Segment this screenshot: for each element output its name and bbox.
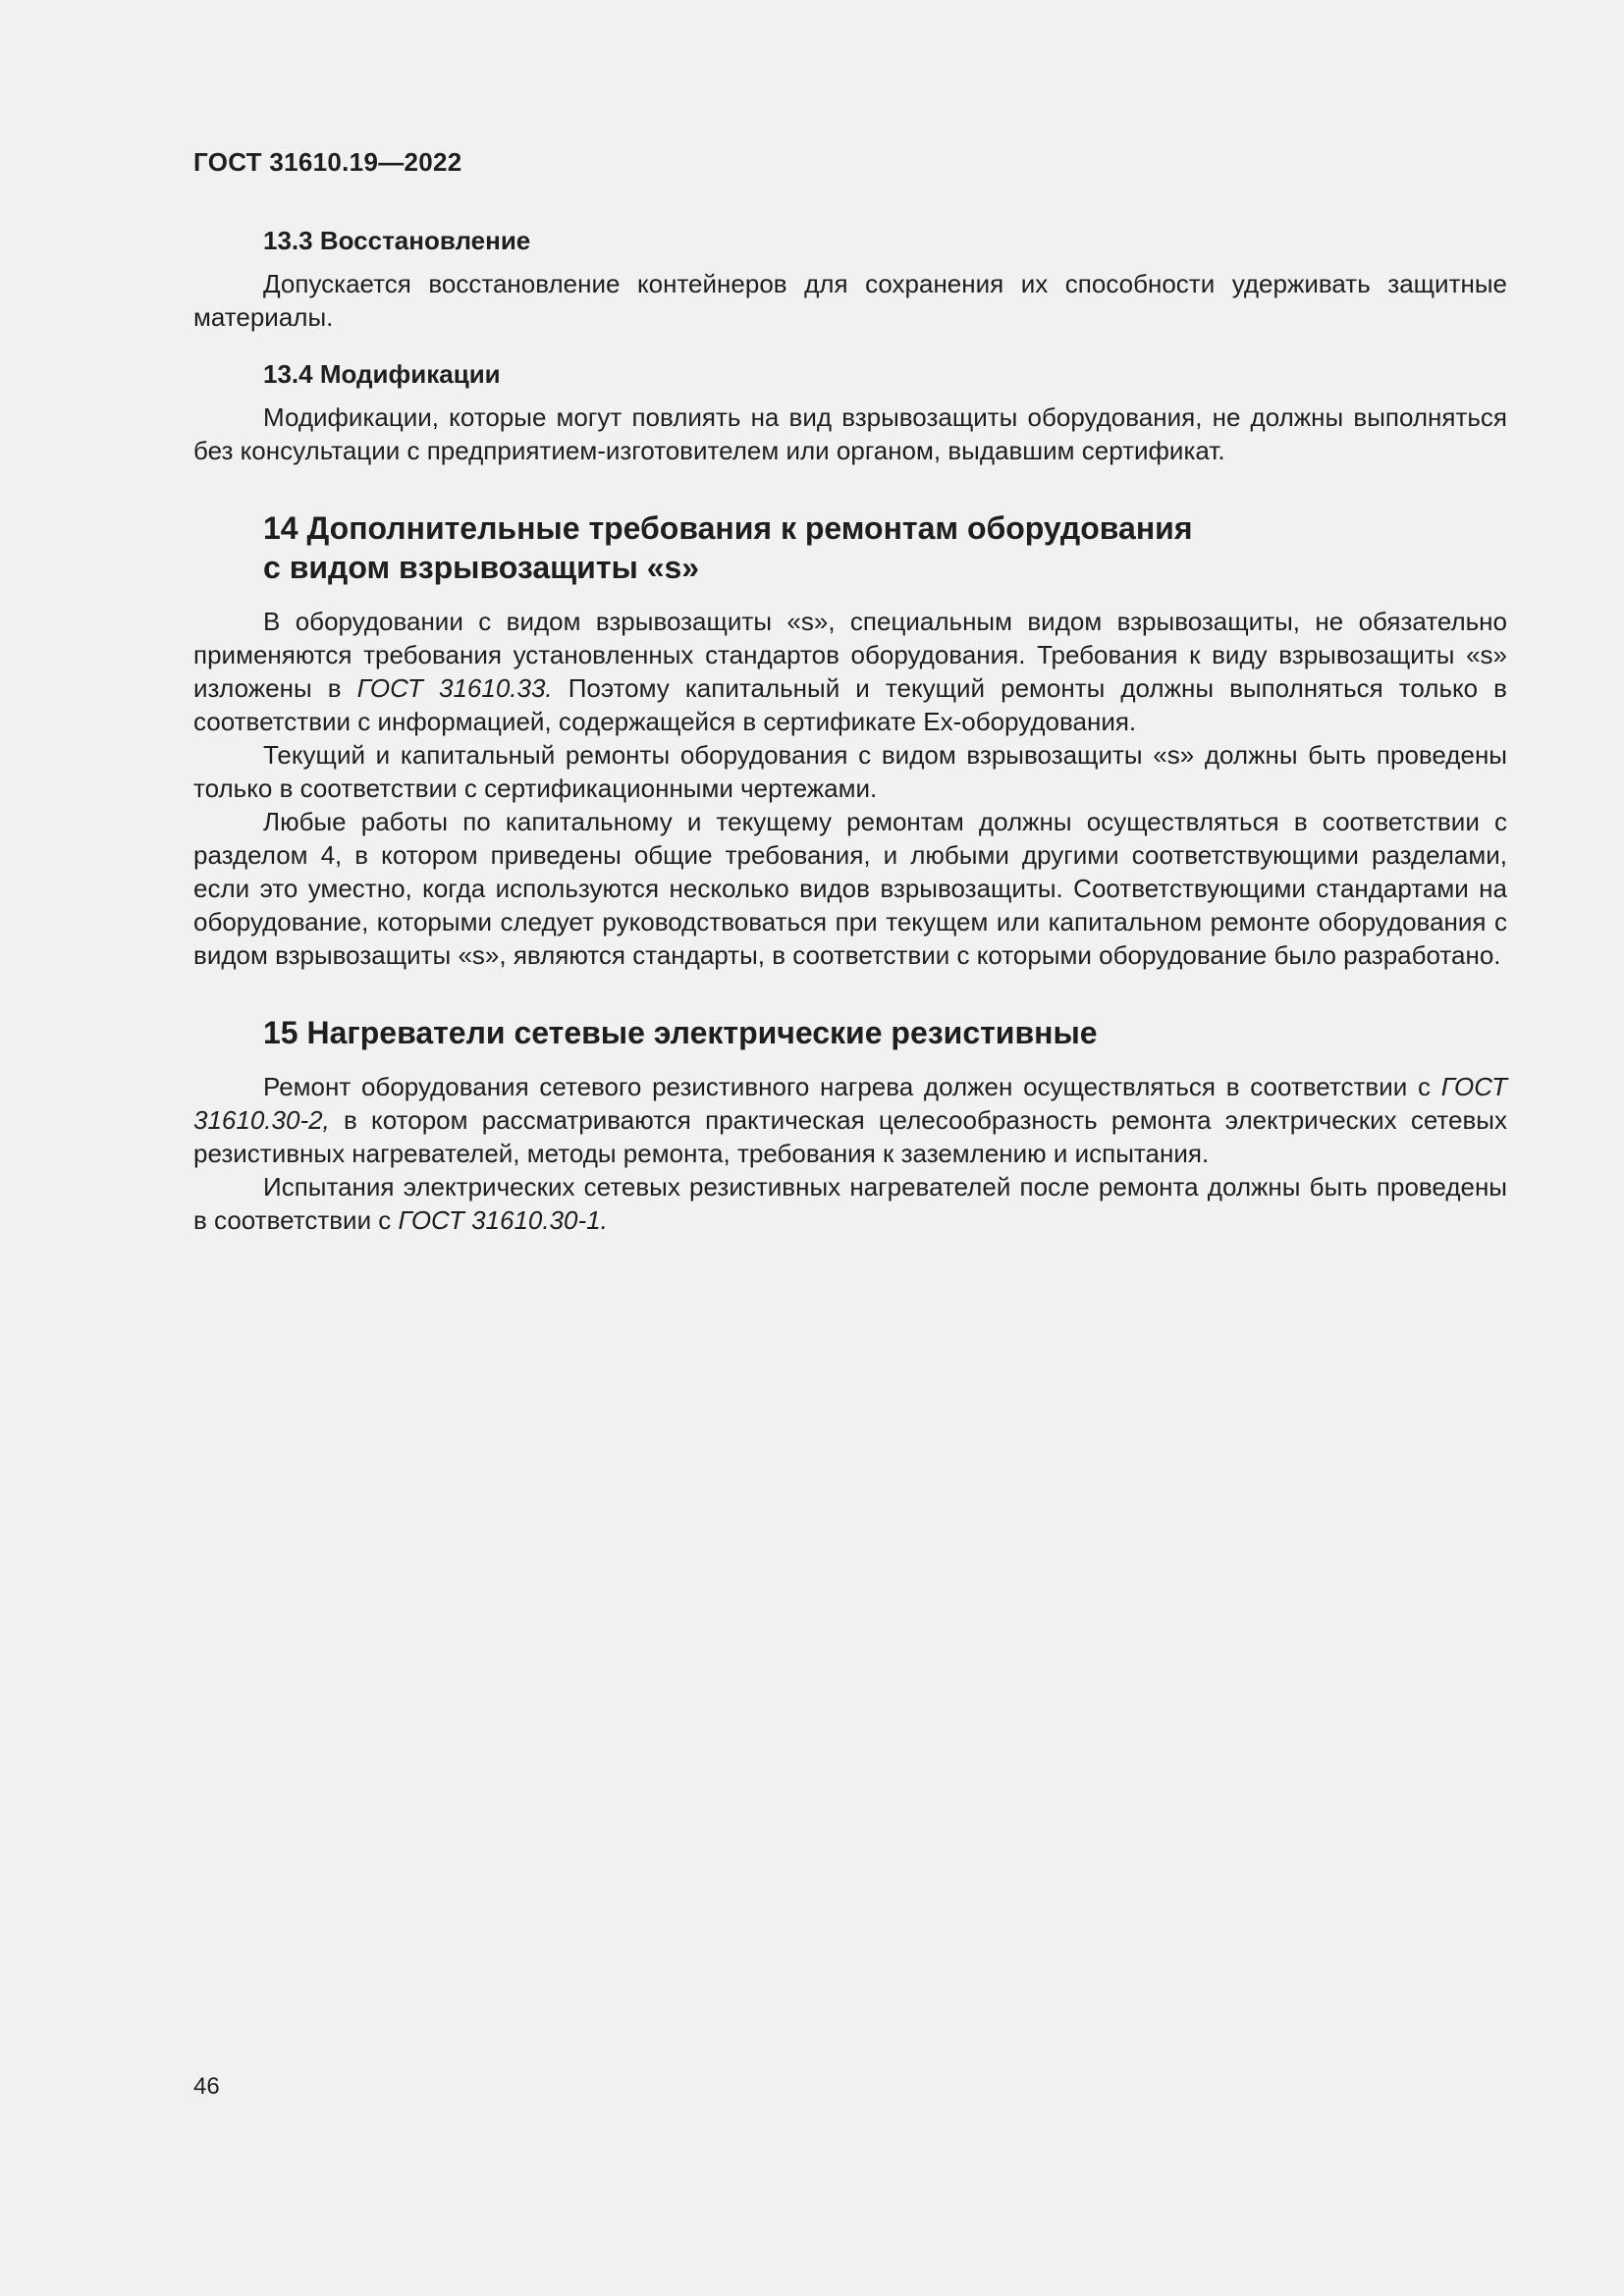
paragraph-15-1-text-b: в котором рассматриваются практическая целесообразность ремонта электрических сетевых резистивных нагревателей, методы ремонта, требования к заземлению и испытания. [193,1105,1507,1168]
section-14-title-line1: 14 Дополнительные требования к ремонтам оборудования [263,510,1193,546]
paragraph-14-3: Любые работы по капитальному и текущему ремонтам должны осуществляться в соответствии с разделом 4, в котором приведены общие требования, и любыми другими соответствующими разделами, если это уместно, когда используются несколько видов взрывозащиты. Соответствующими стандартами на оборудование, которыми следует руководствоваться при текущем или капитальном ремонте оборудования с видом взрывозащиты «s», являются стандарты, в соответствии с которыми оборудование было разработано. [193,807,1507,970]
page-content [193,224,1507,1237]
section-14-title [263,508,1507,587]
document-code-header: ГОСТ 31610.19—2022 [193,147,462,177]
reference-gost-31610-30-1: ГОСТ 31610.30-1. [398,1205,608,1235]
heading-13-3: 13.3 Восстановление [263,226,531,255]
heading-13-4: 13.4 Модификации [263,359,501,389]
paragraph-14-2: Текущий и капитальный ремонты оборудования с видом взрывозащиты «s» должны быть проведены только в соответствии с сертификационными чертежами. [193,740,1507,803]
paragraph-14-1-text-b: Поэтому капитальный и текущий ремонты должны выполняться только в соответствии с информацией, содержащейся в сертификате Ex-оборудования. [193,673,1507,736]
paragraph-15-1-text-a: Ремонт оборудования сетевого резистивного нагрева должен осуществляться в соответствии с [263,1072,1441,1101]
paragraph-15-1 [193,1070,1507,1170]
paragraph-13-3: Допускается восстановление контейнеров для сохранения их способности удерживать защитные материалы. [193,269,1507,332]
paragraph-14-1-text-a: В оборудовании с видом взрывозащиты «s», специальным видом взрывозащиты, не обязательно применяются требования установленных стандартов оборудования. Требования к виду взрывозащиты «s» изложены в [193,607,1507,703]
paragraph-14-1 [193,605,1507,738]
reference-gost-31610-30-2: ГОСТ 31610.30-2, [193,1072,1507,1135]
page-number: 46 [193,2073,220,2100]
section-14-title-line2: с видом взрывозащиты «s» [263,550,700,585]
paragraph-13-4: Модификации, которые могут повлиять на вид взрывозащиты оборудования, не должны выполняться без консультации с предприятием-изготовителем или органом, выдавшим сертификат. [193,402,1507,465]
paragraph-15-2-text-a: Испытания электрических сетевых резистивных нагревателей после ремонта должны быть проведены в соответствии с [193,1172,1507,1235]
reference-gost-31610-33: ГОСТ 31610.33. [356,673,553,703]
section-15-title: 15 Нагреватели сетевые электрические резистивные [263,1015,1098,1050]
paragraph-15-2 [193,1170,1507,1237]
